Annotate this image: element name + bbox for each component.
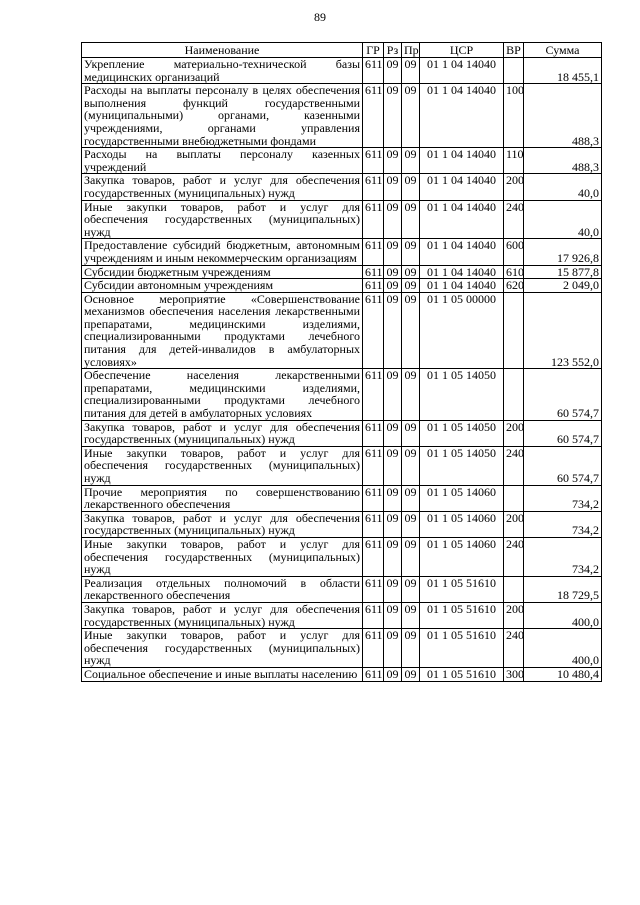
header-csr: ЦСР	[420, 43, 504, 58]
cell-pr: 09	[402, 576, 420, 602]
cell-vr: 620	[504, 279, 524, 293]
table-row	[82, 265, 602, 279]
table-row	[82, 292, 602, 369]
cell-rz: 09	[384, 58, 402, 84]
table-row	[82, 148, 602, 174]
cell-rz: 09	[384, 420, 402, 446]
cell-pr: 09	[402, 265, 420, 279]
cell-vr: 240	[504, 629, 524, 668]
cell-name: Обеспечение населения лекарственными препаратами, медицинскими изделиями, специализированными продуктами лечебного питания для детей в амбулаторных условиях	[82, 369, 363, 420]
cell-sum: 488,3	[524, 148, 602, 174]
cell-rz: 09	[384, 576, 402, 602]
cell-rz: 09	[384, 279, 402, 293]
cell-sum: 2 049,0	[524, 279, 602, 293]
cell-vr: 300	[504, 667, 524, 681]
cell-vr: 600	[504, 239, 524, 265]
table-row	[82, 446, 602, 485]
cell-rz: 09	[384, 511, 402, 537]
table-row	[82, 602, 602, 628]
cell-rz: 09	[384, 265, 402, 279]
cell-csr: 01 1 04 14040	[420, 239, 504, 265]
header-gr: ГР	[363, 43, 384, 58]
cell-gr: 611	[363, 602, 384, 628]
cell-gr: 611	[363, 667, 384, 681]
cell-sum: 734,2	[524, 485, 602, 511]
cell-vr: 200	[504, 511, 524, 537]
cell-name: Основное мероприятие «Совершенствование механизмов обеспечения населения лекарственными препаратами, медицинскими изделиями, специализированными продуктами лечебного питания для детей-инвалидов в амбулаторных условиях»	[82, 292, 363, 369]
cell-name: Укрепление материально-технической базы медицинских организаций	[82, 58, 363, 84]
table-row	[82, 667, 602, 681]
cell-gr: 611	[363, 84, 384, 148]
cell-sum: 60 574,7	[524, 369, 602, 420]
cell-sum: 15 877,8	[524, 265, 602, 279]
table-row	[82, 200, 602, 239]
cell-vr	[504, 292, 524, 369]
cell-vr	[504, 485, 524, 511]
cell-gr: 611	[363, 537, 384, 576]
cell-vr: 100	[504, 84, 524, 148]
cell-rz: 09	[384, 485, 402, 511]
cell-sum: 60 574,7	[524, 420, 602, 446]
cell-name: Субсидии бюджетным учреждениям	[82, 265, 363, 279]
cell-vr: 610	[504, 265, 524, 279]
cell-sum: 60 574,7	[524, 446, 602, 485]
header-row	[82, 43, 602, 58]
cell-rz: 09	[384, 174, 402, 200]
cell-sum: 10 480,4	[524, 667, 602, 681]
cell-csr: 01 1 05 00000	[420, 292, 504, 369]
cell-rz: 09	[384, 292, 402, 369]
cell-sum: 123 552,0	[524, 292, 602, 369]
cell-gr: 611	[363, 369, 384, 420]
cell-pr: 09	[402, 58, 420, 84]
cell-csr: 01 1 04 14040	[420, 174, 504, 200]
budget-table	[81, 42, 602, 682]
cell-name: Расходы на выплаты персоналу в целях обеспечения выполнения функций государственными (муниципальными) органами, казенными учреждениями, органами управления государственными внебюджетными фондами	[82, 84, 363, 148]
cell-rz: 09	[384, 629, 402, 668]
cell-pr: 09	[402, 369, 420, 420]
table-row	[82, 279, 602, 293]
cell-name: Иные закупки товаров, работ и услуг для обеспечения государственных (муниципальных) нужд	[82, 629, 363, 668]
cell-gr: 611	[363, 420, 384, 446]
cell-pr: 09	[402, 667, 420, 681]
cell-gr: 611	[363, 279, 384, 293]
cell-pr: 09	[402, 446, 420, 485]
cell-name: Иные закупки товаров, работ и услуг для обеспечения государственных (муниципальных) нужд	[82, 537, 363, 576]
cell-vr: 200	[504, 602, 524, 628]
cell-csr: 01 1 05 14050	[420, 369, 504, 420]
cell-pr: 09	[402, 511, 420, 537]
cell-sum: 17 926,8	[524, 239, 602, 265]
cell-vr	[504, 576, 524, 602]
cell-pr: 09	[402, 279, 420, 293]
cell-sum: 734,2	[524, 537, 602, 576]
cell-gr: 611	[363, 148, 384, 174]
cell-pr: 09	[402, 420, 420, 446]
cell-rz: 09	[384, 667, 402, 681]
cell-pr: 09	[402, 84, 420, 148]
cell-vr: 200	[504, 174, 524, 200]
cell-rz: 09	[384, 84, 402, 148]
cell-vr: 110	[504, 148, 524, 174]
cell-csr: 01 1 05 51610	[420, 667, 504, 681]
cell-csr: 01 1 04 14040	[420, 279, 504, 293]
cell-rz: 09	[384, 148, 402, 174]
table-row	[82, 576, 602, 602]
table-row	[82, 58, 602, 84]
cell-sum: 400,0	[524, 602, 602, 628]
cell-csr: 01 1 05 51610	[420, 629, 504, 668]
cell-name: Социальное обеспечение и иные выплаты населению	[82, 667, 363, 681]
cell-rz: 09	[384, 239, 402, 265]
cell-sum: 40,0	[524, 200, 602, 239]
cell-pr: 09	[402, 239, 420, 265]
cell-name: Закупка товаров, работ и услуг для обеспечения государственных (муниципальных) нужд	[82, 420, 363, 446]
cell-vr: 200	[504, 420, 524, 446]
cell-vr	[504, 58, 524, 84]
cell-gr: 611	[363, 629, 384, 668]
header-pr: Пр	[402, 43, 420, 58]
table-row	[82, 420, 602, 446]
cell-csr: 01 1 05 14060	[420, 485, 504, 511]
cell-gr: 611	[363, 446, 384, 485]
cell-pr: 09	[402, 629, 420, 668]
cell-sum: 734,2	[524, 511, 602, 537]
cell-name: Закупка товаров, работ и услуг для обеспечения государственных (муниципальных) нужд	[82, 511, 363, 537]
cell-csr: 01 1 04 14040	[420, 265, 504, 279]
cell-sum: 40,0	[524, 174, 602, 200]
cell-csr: 01 1 05 14050	[420, 446, 504, 485]
table-row	[82, 174, 602, 200]
cell-pr: 09	[402, 292, 420, 369]
cell-gr: 611	[363, 200, 384, 239]
table-row	[82, 485, 602, 511]
cell-gr: 611	[363, 511, 384, 537]
cell-rz: 09	[384, 537, 402, 576]
cell-csr: 01 1 05 51610	[420, 602, 504, 628]
cell-name: Иные закупки товаров, работ и услуг для обеспечения государственных (муниципальных) нужд	[82, 446, 363, 485]
table-row	[82, 511, 602, 537]
cell-pr: 09	[402, 174, 420, 200]
cell-vr: 240	[504, 200, 524, 239]
table-row	[82, 239, 602, 265]
cell-sum: 18 455,1	[524, 58, 602, 84]
cell-vr: 240	[504, 537, 524, 576]
cell-sum: 18 729,5	[524, 576, 602, 602]
page-number: 89	[314, 10, 326, 24]
cell-name: Прочие мероприятия по совершенствованию лекарственного обеспечения	[82, 485, 363, 511]
cell-csr: 01 1 05 51610	[420, 576, 504, 602]
cell-rz: 09	[384, 446, 402, 485]
cell-csr: 01 1 04 14040	[420, 58, 504, 84]
cell-pr: 09	[402, 485, 420, 511]
cell-name: Реализация отдельных полномочий в области лекарственного обеспечения	[82, 576, 363, 602]
header-vr: ВР	[504, 43, 524, 58]
cell-name: Субсидии автономным учреждениям	[82, 279, 363, 293]
cell-csr: 01 1 04 14040	[420, 84, 504, 148]
cell-name: Закупка товаров, работ и услуг для обеспечения государственных (муниципальных) нужд	[82, 174, 363, 200]
cell-pr: 09	[402, 200, 420, 239]
header-name: Наименование	[82, 43, 363, 58]
cell-sum: 488,3	[524, 84, 602, 148]
cell-gr: 611	[363, 485, 384, 511]
cell-vr	[504, 369, 524, 420]
header-rz: Рз	[384, 43, 402, 58]
table-row	[82, 84, 602, 148]
cell-rz: 09	[384, 369, 402, 420]
cell-gr: 611	[363, 292, 384, 369]
cell-pr: 09	[402, 537, 420, 576]
cell-name: Расходы на выплаты персоналу казенных учреждений	[82, 148, 363, 174]
cell-name: Предоставление субсидий бюджетным, автономным учреждениям и иным некоммерческим организациям	[82, 239, 363, 265]
cell-gr: 611	[363, 174, 384, 200]
cell-rz: 09	[384, 602, 402, 628]
cell-gr: 611	[363, 58, 384, 84]
cell-csr: 01 1 05 14050	[420, 420, 504, 446]
cell-rz: 09	[384, 200, 402, 239]
cell-vr: 240	[504, 446, 524, 485]
table-row	[82, 369, 602, 420]
cell-csr: 01 1 05 14060	[420, 511, 504, 537]
table-row	[82, 629, 602, 668]
cell-pr: 09	[402, 602, 420, 628]
table-row	[82, 537, 602, 576]
cell-csr: 01 1 04 14040	[420, 200, 504, 239]
cell-csr: 01 1 04 14040	[420, 148, 504, 174]
cell-csr: 01 1 05 14060	[420, 537, 504, 576]
cell-gr: 611	[363, 576, 384, 602]
header-sum: Сумма	[524, 43, 602, 58]
cell-pr: 09	[402, 148, 420, 174]
cell-sum: 400,0	[524, 629, 602, 668]
cell-gr: 611	[363, 239, 384, 265]
cell-gr: 611	[363, 265, 384, 279]
cell-name: Закупка товаров, работ и услуг для обеспечения государственных (муниципальных) нужд	[82, 602, 363, 628]
cell-name: Иные закупки товаров, работ и услуг для обеспечения государственных (муниципальных) нужд	[82, 200, 363, 239]
